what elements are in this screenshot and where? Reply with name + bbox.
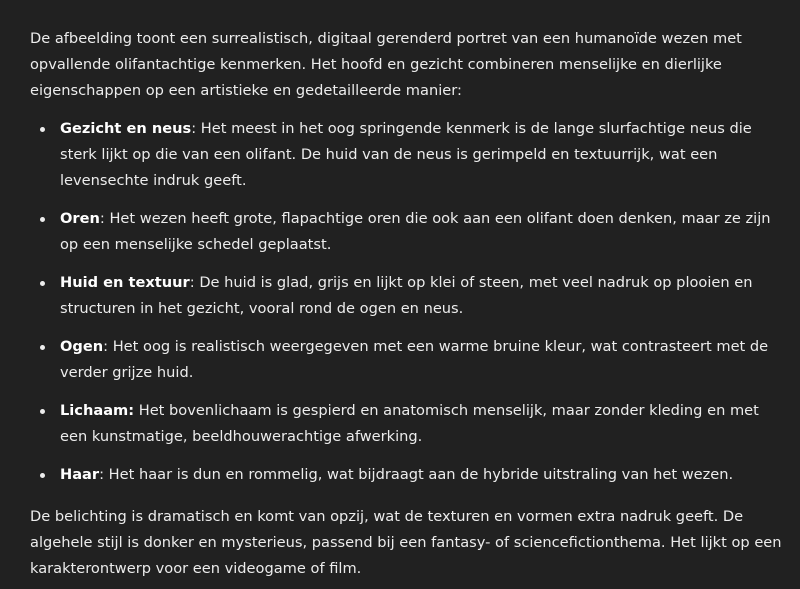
item-text: De huid is glad, grijs en lijkt op klei of steen, met veel nadruk op plooien en structuren in het gezicht, vooral rond de ogen en neus. — [60, 274, 753, 317]
item-separator: : — [191, 120, 201, 137]
item-label: Gezicht en neus — [60, 120, 192, 137]
item-label: Ogen — [60, 338, 104, 355]
item-label: Haar — [60, 466, 100, 483]
list-item — [30, 270, 790, 322]
list-item — [30, 398, 790, 450]
feature-list — [30, 116, 790, 488]
item-text: Het bovenlichaam is gespierd en anatomisch menselijk, maar zonder kleding en met een kunstmatige, beeldhouwerachtige afwerking. — [60, 402, 759, 445]
item-text: Het wezen heeft grote, flapachtige oren die ook aan een olifant doen denken, maar ze zijn op een menselijke schedel geplaatst. — [60, 210, 771, 253]
intro-paragraph: De afbeelding toont een surrealistisch, digitaal gerenderd portret van een humanoïde wezen met opvallende olifantachtige kenmerken. Het hoofd en gezicht combineren menselijke en dierlijke eigenschappen op een artistieke en gedetailleerde manier: — [30, 30, 742, 99]
item-separator: : — [189, 274, 200, 291]
item-label: Lichaam: — [60, 402, 135, 419]
item-separator: : — [103, 338, 113, 355]
list-item — [30, 462, 790, 488]
item-separator: : — [99, 210, 110, 227]
item-separator: : — [99, 466, 109, 483]
outro-paragraph: De belichting is dramatisch en komt van opzij, wat de texturen en vormen extra nadruk geeft. De algehele stijl is donker en mysterieus, passend bij een fantasy- of sciencefictionthema. Het lijkt op een karakterontwerp voor een videogame of film. — [30, 508, 782, 577]
item-label: Oren — [60, 210, 100, 227]
list-item — [30, 206, 790, 258]
item-text: Het meest in het oog springende kenmerk is de lange slurfachtige neus die sterk lijkt op die van een olifant. De huid van de neus is gerimpeld en textuurrijk, wat een levensechte indruk geeft. — [60, 120, 752, 189]
list-item — [30, 116, 790, 194]
list-item — [30, 334, 790, 386]
chat-message — [30, 26, 790, 582]
item-text: Het oog is realistisch weergegeven met een warme bruine kleur, wat contrasteert met de verder grijze huid. — [60, 338, 769, 381]
item-text: Het haar is dun en rommelig, wat bijdraagt aan de hybride uitstraling van het wezen. — [108, 466, 734, 483]
item-label: Huid en textuur — [60, 274, 190, 291]
